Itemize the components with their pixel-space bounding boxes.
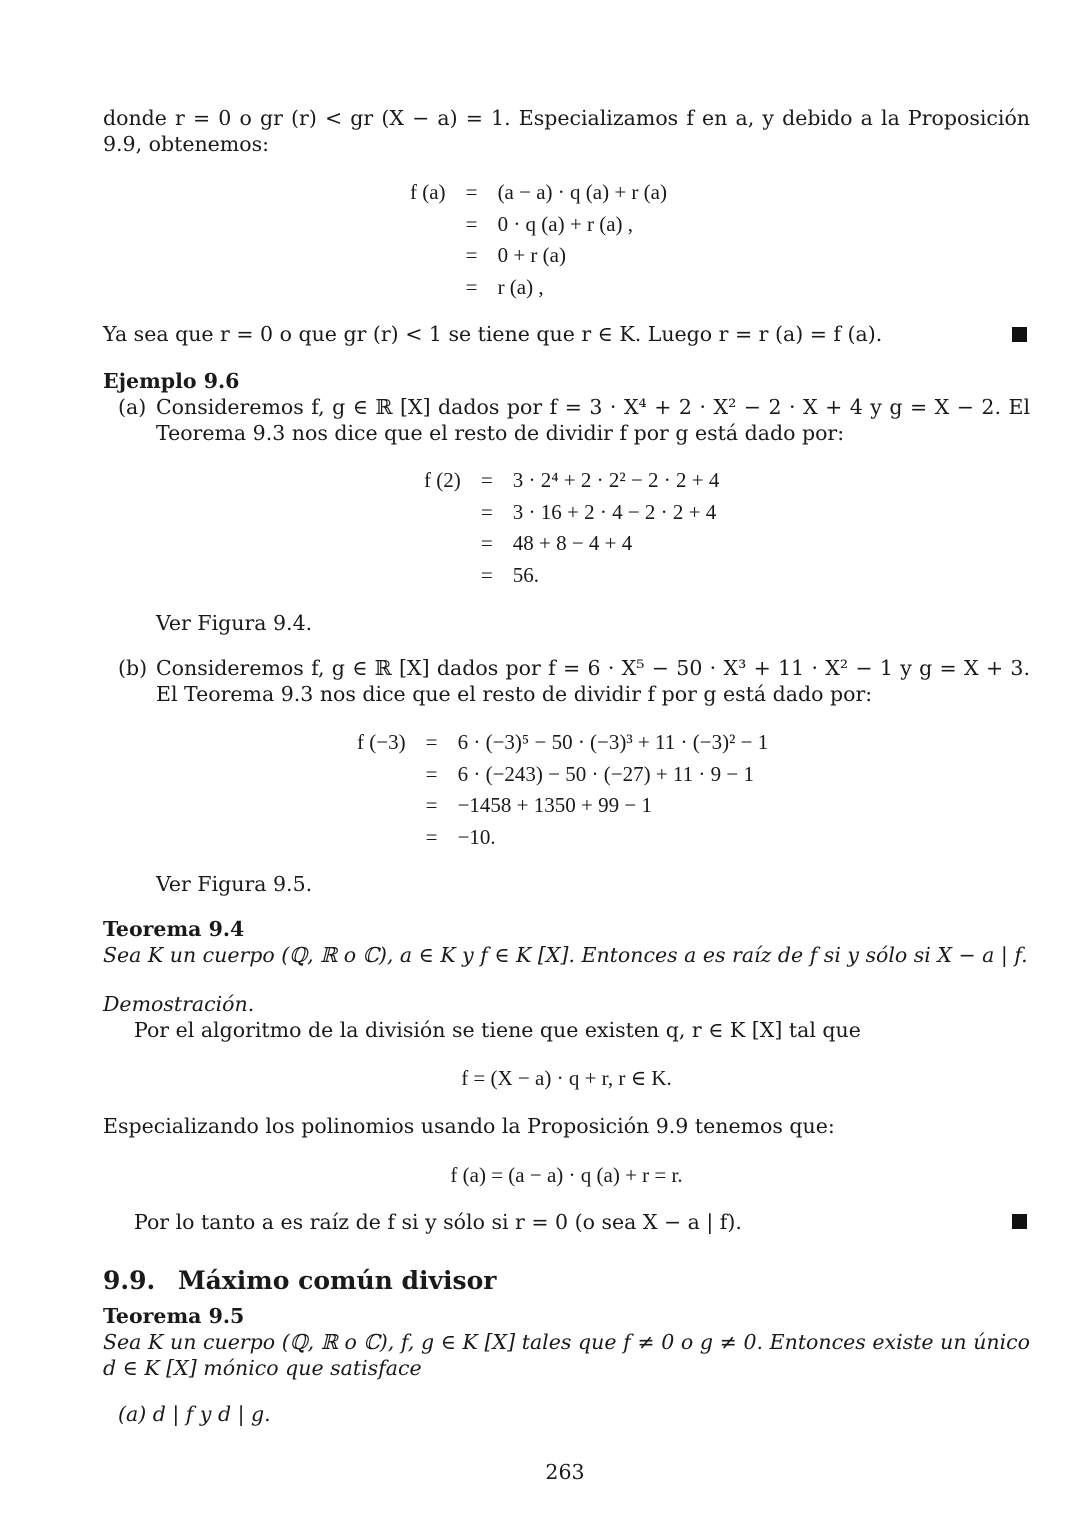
- eq-row: (a − a) · q (a) + r (a): [497, 180, 667, 204]
- eq-rel: =: [425, 824, 438, 849]
- eq-row: 3 · 2⁴ + 2 · 2² − 2 · 2 + 4: [512, 468, 720, 492]
- eq-rel: =: [480, 562, 493, 587]
- intro-paragraph: donde r = 0 o gr (r) < gr (X − a) = 1. Especializamos f en a, y debido a la Proposición 9.9, obtenemos:: [103, 106, 1030, 156]
- proof-line-1: Por el algoritmo de la división se tiene que existen q, r ∈ K [X] tal que: [134, 1018, 861, 1042]
- section-title: Máximo común divisor: [178, 1266, 497, 1295]
- eq-row: −10.: [457, 824, 496, 849]
- proof-label: Demostración.: [103, 992, 255, 1016]
- proof-equation-1: f = (X − a) · q + r, r ∈ K.: [461, 1066, 672, 1090]
- eq-rel: =: [480, 499, 493, 524]
- eq-row: 6 · (−3)⁵ − 50 · (−3)³ + 11 · (−3)² − 1: [457, 730, 769, 754]
- item-a-text: Consideremos f, g ∈ ℝ [X] dados por f = 3 · X⁴ + 2 · X² − 2 · X + 4 y g = X − 2. El Teorema 9.3 nos dice que el resto de dividir f por g está dado por:: [156, 395, 1030, 445]
- theorem-9-4-title: Teorema 9.4: [103, 917, 245, 941]
- eq-rel: =: [425, 793, 438, 817]
- eq-row: 0 + r (a): [497, 243, 566, 267]
- figure-reference-a: Ver Figura 9.4.: [156, 611, 313, 635]
- equation-f-2: [424, 465, 719, 591]
- theorem-9-5-statement: Sea K un cuerpo (ℚ, ℝ o ℂ), f, g ∈ K [X] tales que f ≠ 0 o g ≠ 0. Entonces existe un único d ∈ K [X] mónico que satisface: [103, 1330, 1030, 1380]
- theorem-9-5-title: Teorema 9.5: [103, 1304, 245, 1328]
- figure-reference-b: Ver Figura 9.5.: [156, 872, 313, 896]
- proof-line-3: Por lo tanto a es raíz de f si y sólo si r = 0 (o sea X − a | f).: [134, 1210, 742, 1234]
- theorem-9-4-statement: Sea K un cuerpo (ℚ, ℝ o ℂ), a ∈ K y f ∈ K [X]. Entonces a es raíz de f si y sólo si X − a | f.: [103, 943, 1028, 967]
- eq-lhs: f (a): [410, 180, 446, 204]
- section-number: 9.9.: [103, 1266, 156, 1295]
- eq-rel: =: [465, 180, 478, 204]
- conclusion-paragraph: Ya sea que r = 0 o que gr (r) < 1 se tiene que r ∈ K. Luego r = r (a) = f (a).: [103, 322, 883, 346]
- eq-row: r (a) ,: [497, 274, 544, 299]
- page-number: 263: [545, 1460, 585, 1484]
- eq-row: 48 + 8 − 4 + 4: [512, 531, 633, 555]
- eq-row: −1458 + 1350 + 99 − 1: [457, 793, 652, 817]
- eq-rel: =: [465, 243, 478, 267]
- qed-square: [1012, 1214, 1027, 1229]
- eq-lhs: f (2): [424, 468, 461, 492]
- item-b-text: Consideremos f, g ∈ ℝ [X] dados por f = 6 · X⁵ − 50 · X³ + 11 · X² − 1 y g = X + 3. El Teorema 9.3 nos dice que el resto de dividir f por g está dado por:: [156, 656, 1030, 706]
- eq-row: 56.: [512, 562, 539, 587]
- item-label-a: (a): [118, 395, 147, 419]
- qed-square: [1012, 327, 1027, 342]
- item-label-b: (b): [118, 656, 148, 680]
- eq-rel: =: [480, 468, 493, 492]
- eq-lhs: f (−3): [357, 730, 406, 754]
- example-title: Ejemplo 9.6: [103, 369, 240, 393]
- theorem-9-5-item-a: (a) d | f y d | g.: [118, 1402, 271, 1426]
- eq-rel: =: [425, 730, 438, 754]
- eq-rel: =: [425, 761, 438, 786]
- eq-row: 3 · 16 + 2 · 4 − 2 · 2 + 4: [512, 499, 717, 524]
- eq-row: 6 · (−243) − 50 · (−27) + 11 · 9 − 1: [457, 761, 754, 786]
- eq-rel: =: [480, 531, 493, 555]
- eq-rel: =: [465, 274, 478, 299]
- proof-line-2: Especializando los polinomios usando la Proposición 9.9 tenemos que:: [103, 1114, 835, 1138]
- equation-f-a: [410, 177, 667, 303]
- eq-rel: =: [465, 211, 478, 236]
- equation-f-minus-3: [357, 727, 768, 853]
- eq-row: 0 · q (a) + r (a) ,: [497, 211, 634, 236]
- proof-equation-2: f (a) = (a − a) · q (a) + r = r.: [450, 1163, 683, 1187]
